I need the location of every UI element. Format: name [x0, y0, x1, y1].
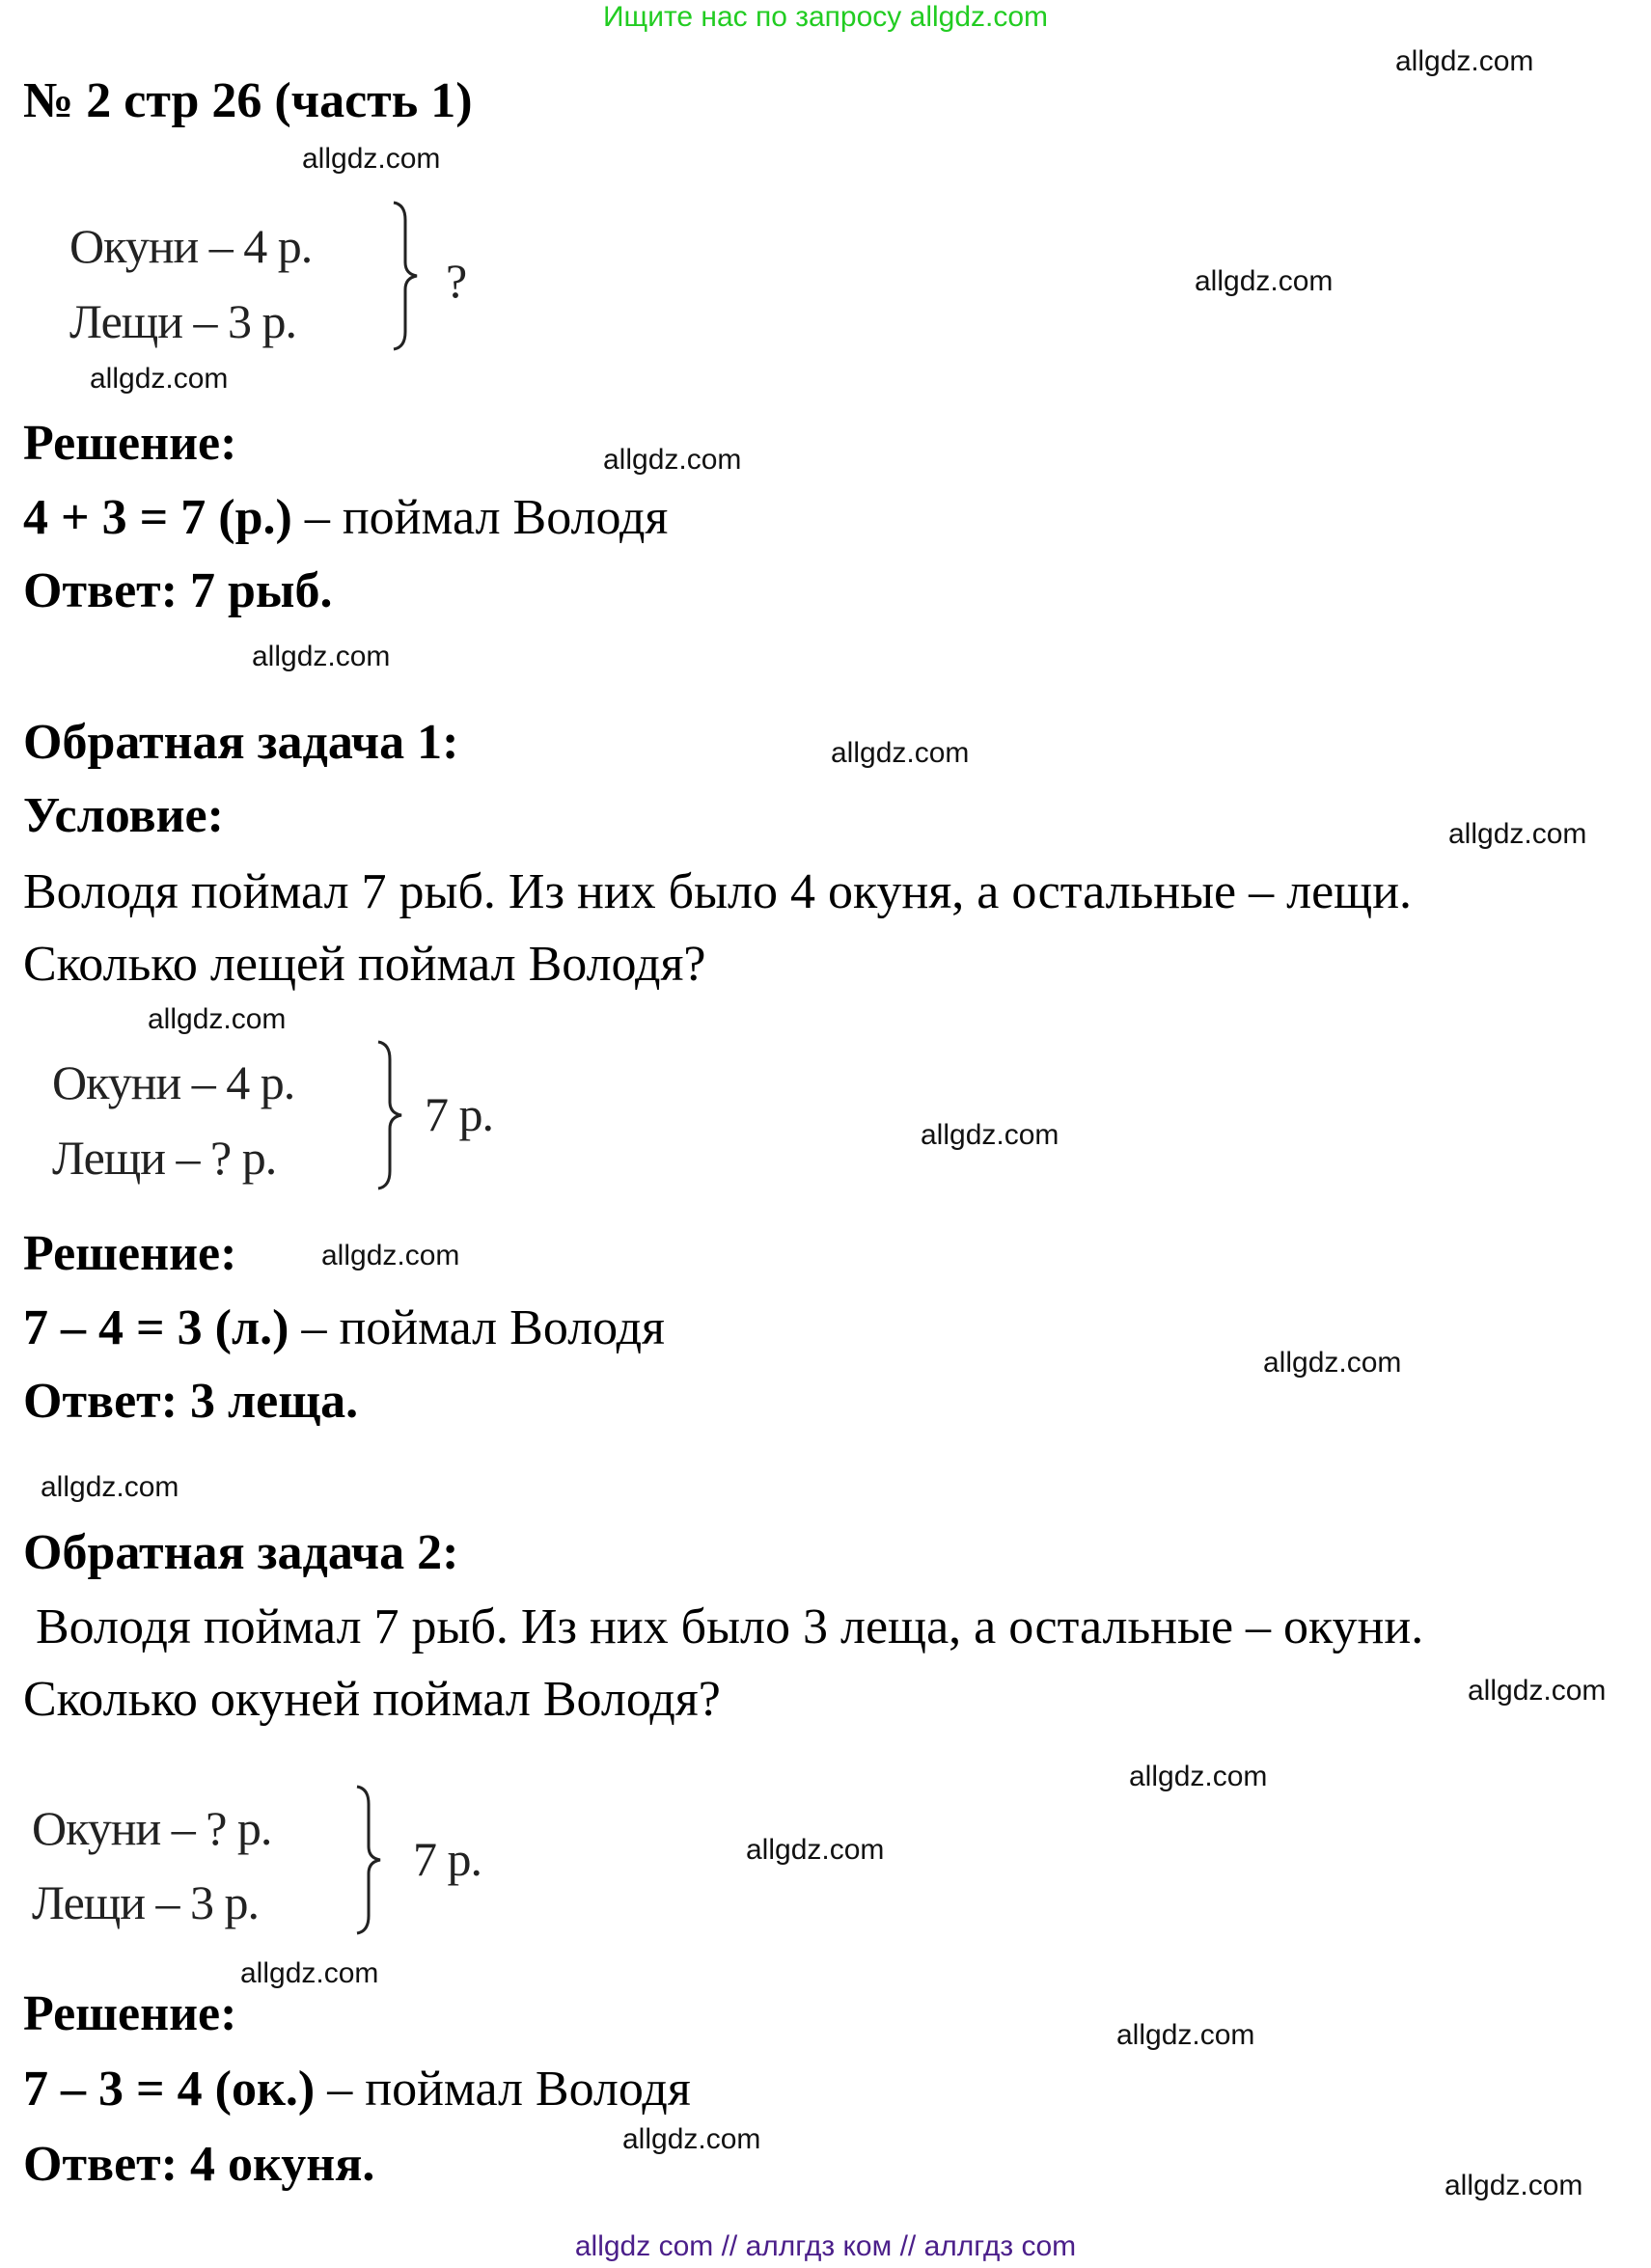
solution-label: Решение: — [23, 1986, 237, 2041]
problem-text: Володя поймал 7 рыб. Из них было 3 леща, а остальные – окуни. — [36, 1599, 1424, 1654]
watermark: allgdz.com — [603, 444, 742, 476]
watermark: allgdz.com — [921, 1119, 1059, 1151]
answer: Ответ: 7 рыб. — [23, 563, 333, 618]
curly-brace — [349, 1785, 388, 1935]
watermark: allgdz.com — [1468, 1675, 1607, 1707]
problem-text: Сколько лещей поймал Володя? — [23, 937, 706, 992]
watermark: allgdz.com — [1129, 1761, 1268, 1792]
answer: Ответ: 3 леща. — [23, 1374, 359, 1429]
watermark: allgdz.com — [1448, 818, 1587, 850]
diagram-total: 7 р. — [425, 1087, 493, 1141]
watermark: allgdz.com — [1195, 265, 1334, 297]
section-heading: Обратная задача 1: — [23, 715, 459, 770]
problem-text: Володя поймал 7 рыб. Из них было 4 окуня, а остальные – лещи. — [23, 864, 1413, 919]
watermark: allgdz.com — [1116, 2019, 1255, 2051]
watermark: allgdz.com — [622, 2123, 761, 2155]
condition-label: Условие: — [23, 788, 224, 843]
footer-links[interactable]: allgdz com // аллгдз ком // аллгдз com — [574, 2230, 1077, 2262]
watermark: allgdz.com — [321, 1240, 460, 1271]
answer: Ответ: 4 окуня. — [23, 2137, 375, 2192]
diagram-line: Окуни – 4 р. — [69, 219, 313, 273]
watermark: allgdz.com — [148, 1003, 287, 1035]
solution-label: Решение: — [23, 416, 237, 471]
watermark: allgdz.com — [1263, 1347, 1402, 1379]
diagram-line: Лещи – 3 р. — [69, 294, 297, 348]
equation-note: – поймал Володя — [291, 490, 669, 545]
section-heading: Обратная задача 2: — [23, 1525, 459, 1580]
curly-brace — [386, 201, 425, 351]
equation: 7 – 4 = 3 (л.) — [23, 1300, 289, 1355]
watermark: allgdz.com — [41, 1471, 179, 1503]
curly-brace — [371, 1040, 409, 1190]
equation: 4 + 3 = 7 (р.) — [23, 490, 292, 545]
watermark: allgdz.com — [746, 1834, 885, 1866]
watermark: allgdz.com — [90, 363, 229, 395]
watermark: allgdz.com — [240, 1957, 379, 1989]
watermark: allgdz.com — [252, 641, 391, 672]
diagram-total: ? — [446, 254, 467, 308]
watermark: allgdz.com — [1445, 2170, 1583, 2201]
diagram-line: Окуни – 4 р. — [52, 1055, 295, 1109]
search-banner[interactable]: Ищите нас по запросу allgdz.com — [602, 1, 1049, 33]
solution-equation — [23, 1300, 665, 1355]
equation-note: – поймал Володя — [315, 2062, 691, 2117]
diagram-line: Лещи – ? р. — [52, 1131, 277, 1185]
watermark: allgdz.com — [831, 737, 970, 769]
equation-note: – поймал Володя — [289, 1300, 665, 1355]
diagram-total: 7 р. — [413, 1832, 482, 1886]
page-title: № 2 стр 26 (часть 1) — [23, 73, 473, 128]
problem-text: Сколько окуней поймал Володя? — [23, 1672, 721, 1727]
watermark: allgdz.com — [1395, 45, 1534, 77]
solution-equation — [23, 490, 669, 545]
equation: 7 – 3 = 4 (ок.) — [23, 2062, 316, 2117]
watermark: allgdz.com — [302, 143, 441, 175]
diagram-line: Лещи – 3 р. — [32, 1875, 260, 1929]
solution-equation — [23, 2064, 691, 2115]
solution-label: Решение: — [23, 1226, 237, 1281]
diagram-line: Окуни – ? р. — [32, 1801, 272, 1855]
